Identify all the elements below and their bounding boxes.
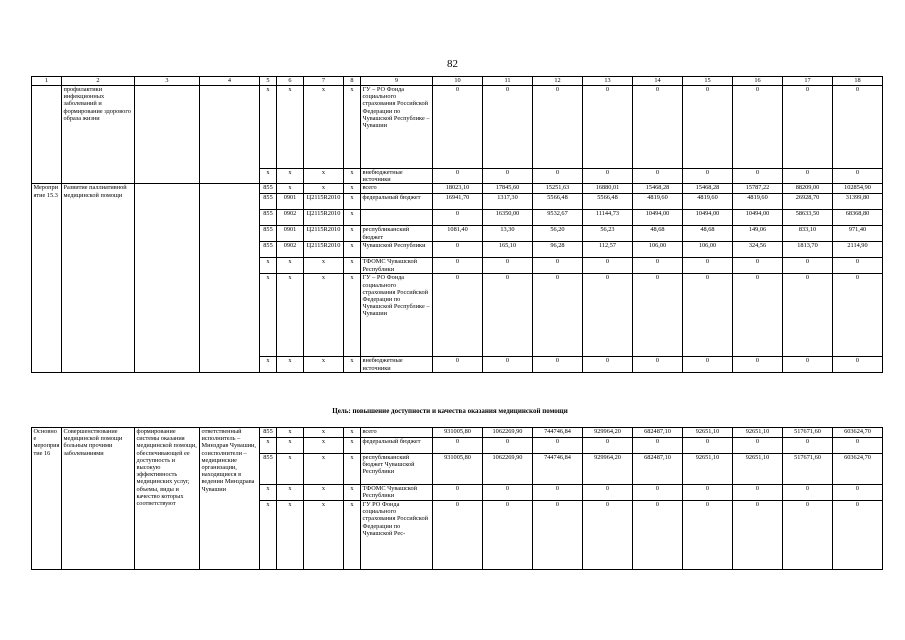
- goal-cell: формирование системы оказания медицинской помощи, обеспечивающей ее доступность и высокую эффективность медицинских услуг, объемы, виды и качество которых соответствуют: [135, 428, 200, 570]
- code-cell: х: [304, 184, 344, 194]
- value-cell: 324,56: [733, 242, 783, 258]
- code-cell: х: [277, 428, 304, 438]
- value-cell: 165,10: [483, 242, 533, 258]
- value-cell: 0: [833, 274, 883, 357]
- value-cell: 16880,01: [583, 184, 633, 194]
- code-cell: х: [344, 428, 361, 438]
- value-cell: 10494,00: [733, 210, 783, 226]
- source-cell: ТФОМС Чувашской Республики: [361, 485, 433, 501]
- code-cell: х: [260, 274, 277, 357]
- code-cell: х: [277, 169, 304, 184]
- value-cell: 0: [483, 357, 533, 372]
- code-cell: х: [344, 242, 361, 258]
- value-cell: 0: [583, 357, 633, 372]
- value-cell: 4819,60: [633, 194, 683, 210]
- column-header: 7: [304, 77, 344, 86]
- value-cell: 88209,00: [783, 184, 833, 194]
- value-cell: 56,23: [583, 226, 633, 242]
- value-cell: 0: [433, 274, 483, 357]
- source-cell: ТФОМС Чувашской Республики: [361, 258, 433, 274]
- table-row: [32, 184, 883, 194]
- value-cell: 0: [633, 258, 683, 274]
- value-cell: 929964,20: [583, 454, 633, 485]
- code-cell: 855: [260, 226, 277, 242]
- value-cell: 0: [733, 485, 783, 501]
- value-cell: 1062269,90: [483, 454, 533, 485]
- executor-cell: [200, 184, 260, 372]
- code-cell: х: [260, 438, 277, 454]
- value-cell: 929964,20: [583, 428, 633, 438]
- code-cell: х: [344, 194, 361, 210]
- value-cell: 112,57: [583, 242, 633, 258]
- value-cell: 0: [483, 86, 533, 169]
- value-cell: 0: [433, 485, 483, 501]
- value-cell: 0: [583, 274, 633, 357]
- column-header: 14: [633, 77, 683, 86]
- value-cell: 11144,73: [583, 210, 633, 226]
- value-cell: 1081,40: [433, 226, 483, 242]
- code-cell: х: [304, 274, 344, 357]
- value-cell: 0: [533, 169, 583, 184]
- value-cell: 0: [533, 485, 583, 501]
- code-cell: х: [260, 485, 277, 501]
- value-cell: 1813,70: [783, 242, 833, 258]
- value-cell: 833,10: [783, 226, 833, 242]
- value-cell: 15468,28: [683, 184, 733, 194]
- value-cell: 0: [433, 357, 483, 372]
- source-cell: Чувашской Республики: [361, 242, 433, 258]
- value-cell: 0: [533, 357, 583, 372]
- page-number: 82: [447, 58, 458, 70]
- value-cell: 0: [833, 258, 883, 274]
- event-number-cell: Мероприятие 15.3: [32, 184, 62, 372]
- code-cell: х: [304, 454, 344, 485]
- code-cell: х: [260, 86, 277, 169]
- source-cell: республиканский бюджет: [361, 226, 433, 242]
- code-cell: х: [260, 357, 277, 372]
- column-header: 3: [135, 77, 200, 86]
- value-cell: 0: [433, 501, 483, 570]
- event-number-cell: [32, 86, 62, 184]
- value-cell: 0: [583, 501, 633, 570]
- event-name-cell: Развитие паллиативной медицинской помощи: [62, 184, 135, 372]
- source-cell: всего: [361, 184, 433, 194]
- value-cell: 102854,90: [833, 184, 883, 194]
- value-cell: 0: [483, 274, 533, 357]
- value-cell: 17845,60: [483, 184, 533, 194]
- column-header: 18: [833, 77, 883, 86]
- code-cell: х: [277, 274, 304, 357]
- executor-cell: [200, 86, 260, 184]
- value-cell: 0: [783, 274, 833, 357]
- source-cell: внебюджетные источники: [361, 169, 433, 184]
- code-cell: 0901: [277, 226, 304, 242]
- value-cell: 0: [733, 258, 783, 274]
- value-cell: 0: [783, 169, 833, 184]
- code-cell: х: [277, 454, 304, 485]
- value-cell: 16941,70: [433, 194, 483, 210]
- value-cell: 682487,10: [633, 428, 683, 438]
- budget-table-part2: [31, 427, 883, 570]
- event-number-cell: Основное мероприятие 16: [32, 428, 62, 570]
- code-cell: х: [344, 226, 361, 242]
- value-cell: 0: [733, 274, 783, 357]
- source-cell: всего: [361, 428, 433, 438]
- value-cell: 0: [483, 169, 533, 184]
- value-cell: 0: [533, 438, 583, 454]
- code-cell: х: [304, 428, 344, 438]
- value-cell: 0: [433, 169, 483, 184]
- executor-cell: ответственный исполнитель – Минздрав Чувашии, соисполнители – медицинские организации, находящиеся в ведении Минздрава Чувашии: [200, 428, 260, 570]
- value-cell: 0: [783, 258, 833, 274]
- code-cell: х: [344, 454, 361, 485]
- code-cell: х: [344, 169, 361, 184]
- value-cell: 18023,10: [433, 184, 483, 194]
- code-cell: х: [304, 438, 344, 454]
- value-cell: 744746,84: [533, 454, 583, 485]
- value-cell: 106,00: [633, 242, 683, 258]
- value-cell: 31399,80: [833, 194, 883, 210]
- value-cell: 0: [783, 485, 833, 501]
- value-cell: 48,68: [633, 226, 683, 242]
- column-header: 10: [433, 77, 483, 86]
- value-cell: 0: [633, 357, 683, 372]
- value-cell: 0: [633, 485, 683, 501]
- code-cell: Ц2115R2010: [304, 226, 344, 242]
- value-cell: 0: [833, 501, 883, 570]
- column-header: 15: [683, 77, 733, 86]
- value-cell: 0: [483, 258, 533, 274]
- value-cell: 0: [533, 86, 583, 169]
- value-cell: 92651,10: [733, 454, 783, 485]
- column-header: 5: [260, 77, 277, 86]
- code-cell: х: [344, 274, 361, 357]
- value-cell: 10494,00: [683, 210, 733, 226]
- value-cell: 0: [433, 258, 483, 274]
- source-cell: ГУ – РО Фонда социального страхования Российской Федерации по Чувашской Республике – Чувашии: [361, 86, 433, 169]
- value-cell: 931005,80: [433, 428, 483, 438]
- value-cell: 971,40: [833, 226, 883, 242]
- value-cell: 0: [833, 357, 883, 372]
- value-cell: 5566,48: [533, 194, 583, 210]
- value-cell: 0: [533, 274, 583, 357]
- goal-heading: Цель: повышение доступности и качества оказания медицинской помощи: [332, 407, 568, 415]
- column-header: 8: [344, 77, 361, 86]
- value-cell: 0: [783, 438, 833, 454]
- value-cell: 0: [633, 274, 683, 357]
- code-cell: х: [344, 438, 361, 454]
- value-cell: 92651,10: [683, 428, 733, 438]
- value-cell: 0: [733, 501, 783, 570]
- value-cell: 0: [833, 438, 883, 454]
- value-cell: 10494,00: [633, 210, 683, 226]
- source-cell: ГУ – РО Фонда социального страхования Российской Федерации по Чувашской Республике – Чувашии: [361, 274, 433, 357]
- source-cell: республиканский бюджет Чувашской Республики: [361, 454, 433, 485]
- value-cell: 1062269,90: [483, 428, 533, 438]
- value-cell: 0: [433, 210, 483, 226]
- code-cell: х: [344, 86, 361, 169]
- value-cell: 0: [833, 485, 883, 501]
- value-cell: 0: [733, 86, 783, 169]
- column-header: 16: [733, 77, 783, 86]
- code-cell: х: [304, 86, 344, 169]
- value-cell: 0: [683, 438, 733, 454]
- value-cell: 603624,70: [833, 454, 883, 485]
- value-cell: 48,68: [683, 226, 733, 242]
- column-header: 4: [200, 77, 260, 86]
- value-cell: 0: [583, 438, 633, 454]
- value-cell: 0: [783, 501, 833, 570]
- value-cell: 0: [683, 169, 733, 184]
- value-cell: 149,06: [733, 226, 783, 242]
- value-cell: 0: [683, 274, 733, 357]
- value-cell: 603624,70: [833, 428, 883, 438]
- code-cell: х: [260, 258, 277, 274]
- code-cell: х: [277, 485, 304, 501]
- event-name-cell: профилактики инфекционных заболеваний и формирование здорового образа жизни: [62, 86, 135, 184]
- value-cell: 1317,30: [483, 194, 533, 210]
- value-cell: 0: [783, 357, 833, 372]
- value-cell: 0: [733, 357, 783, 372]
- source-cell: федеральный бюджет: [361, 194, 433, 210]
- value-cell: 0: [533, 501, 583, 570]
- code-cell: Ц2115R2010: [304, 194, 344, 210]
- value-cell: 0: [783, 86, 833, 169]
- value-cell: 26928,70: [783, 194, 833, 210]
- value-cell: 0: [483, 438, 533, 454]
- value-cell: 15251,63: [533, 184, 583, 194]
- code-cell: х: [304, 357, 344, 372]
- code-cell: х: [344, 184, 361, 194]
- value-cell: 0: [433, 86, 483, 169]
- value-cell: 517671,60: [783, 428, 833, 438]
- column-header: 1: [32, 77, 62, 86]
- value-cell: 13,30: [483, 226, 533, 242]
- header-row: [32, 77, 883, 86]
- code-cell: 855: [260, 184, 277, 194]
- value-cell: 0: [583, 258, 633, 274]
- value-cell: 58633,50: [783, 210, 833, 226]
- source-cell: [361, 210, 433, 226]
- table-row: [32, 428, 883, 438]
- goal-cell: [135, 184, 200, 372]
- value-cell: 0: [583, 485, 633, 501]
- source-cell: внебюджетные источники: [361, 357, 433, 372]
- value-cell: 4819,60: [683, 194, 733, 210]
- code-cell: х: [260, 501, 277, 570]
- code-cell: х: [304, 501, 344, 570]
- value-cell: 0: [683, 485, 733, 501]
- code-cell: Ц2115R2010: [304, 242, 344, 258]
- value-cell: 96,28: [533, 242, 583, 258]
- value-cell: 682487,10: [633, 454, 683, 485]
- source-cell: федеральный бюджет: [361, 438, 433, 454]
- code-cell: х: [260, 169, 277, 184]
- value-cell: 0: [483, 501, 533, 570]
- code-cell: 855: [260, 194, 277, 210]
- value-cell: 0: [633, 501, 683, 570]
- column-header: 2: [62, 77, 135, 86]
- value-cell: 0: [683, 86, 733, 169]
- value-cell: 0: [583, 86, 633, 169]
- source-cell: ГУ РО Фонда социального страхования Российской Федерации по Чувашской Рес-: [361, 501, 433, 570]
- value-cell: 68368,80: [833, 210, 883, 226]
- code-cell: х: [344, 485, 361, 501]
- value-cell: 0: [683, 357, 733, 372]
- value-cell: 744746,84: [533, 428, 583, 438]
- code-cell: 0902: [277, 210, 304, 226]
- code-cell: 855: [260, 428, 277, 438]
- value-cell: 106,00: [683, 242, 733, 258]
- code-cell: х: [304, 169, 344, 184]
- value-cell: 92651,10: [733, 428, 783, 438]
- value-cell: 0: [583, 169, 633, 184]
- value-cell: 4819,60: [733, 194, 783, 210]
- value-cell: 0: [833, 86, 883, 169]
- code-cell: х: [344, 258, 361, 274]
- value-cell: 517671,60: [783, 454, 833, 485]
- table-row: [32, 86, 883, 169]
- code-cell: х: [277, 184, 304, 194]
- goal-cell: [135, 86, 200, 184]
- column-header: 6: [277, 77, 304, 86]
- code-cell: 855: [260, 210, 277, 226]
- value-cell: 0: [483, 485, 533, 501]
- code-cell: 855: [260, 242, 277, 258]
- column-header: 13: [583, 77, 633, 86]
- code-cell: х: [277, 86, 304, 169]
- value-cell: 0: [733, 438, 783, 454]
- code-cell: х: [277, 357, 304, 372]
- column-header: 12: [533, 77, 583, 86]
- value-cell: 0: [683, 501, 733, 570]
- column-header: 11: [483, 77, 533, 86]
- column-header: 17: [783, 77, 833, 86]
- value-cell: 0: [433, 438, 483, 454]
- code-cell: х: [344, 501, 361, 570]
- value-cell: 92651,10: [683, 454, 733, 485]
- code-cell: х: [277, 501, 304, 570]
- budget-table-part1: [31, 76, 883, 373]
- code-cell: 855: [260, 454, 277, 485]
- value-cell: 0: [633, 169, 683, 184]
- code-cell: х: [344, 210, 361, 226]
- value-cell: 15468,28: [633, 184, 683, 194]
- value-cell: 0: [633, 438, 683, 454]
- value-cell: 9532,67: [533, 210, 583, 226]
- column-header: 9: [361, 77, 433, 86]
- event-name-cell: Совершенствование медицинской помощи больным прочими заболеваниями: [62, 428, 135, 570]
- code-cell: х: [277, 438, 304, 454]
- code-cell: 0902: [277, 242, 304, 258]
- value-cell: 56,20: [533, 226, 583, 242]
- value-cell: 16350,00: [483, 210, 533, 226]
- value-cell: 15787,22: [733, 184, 783, 194]
- value-cell: 5566,48: [583, 194, 633, 210]
- value-cell: 0: [433, 242, 483, 258]
- value-cell: 0: [633, 86, 683, 169]
- value-cell: 0: [683, 258, 733, 274]
- code-cell: 0901: [277, 194, 304, 210]
- code-cell: х: [304, 485, 344, 501]
- code-cell: х: [344, 357, 361, 372]
- value-cell: 0: [533, 258, 583, 274]
- value-cell: 2114,90: [833, 242, 883, 258]
- value-cell: 0: [833, 169, 883, 184]
- code-cell: Ц2115R2010: [304, 210, 344, 226]
- code-cell: х: [304, 258, 344, 274]
- code-cell: х: [277, 258, 304, 274]
- value-cell: 0: [733, 169, 783, 184]
- value-cell: 931005,80: [433, 454, 483, 485]
